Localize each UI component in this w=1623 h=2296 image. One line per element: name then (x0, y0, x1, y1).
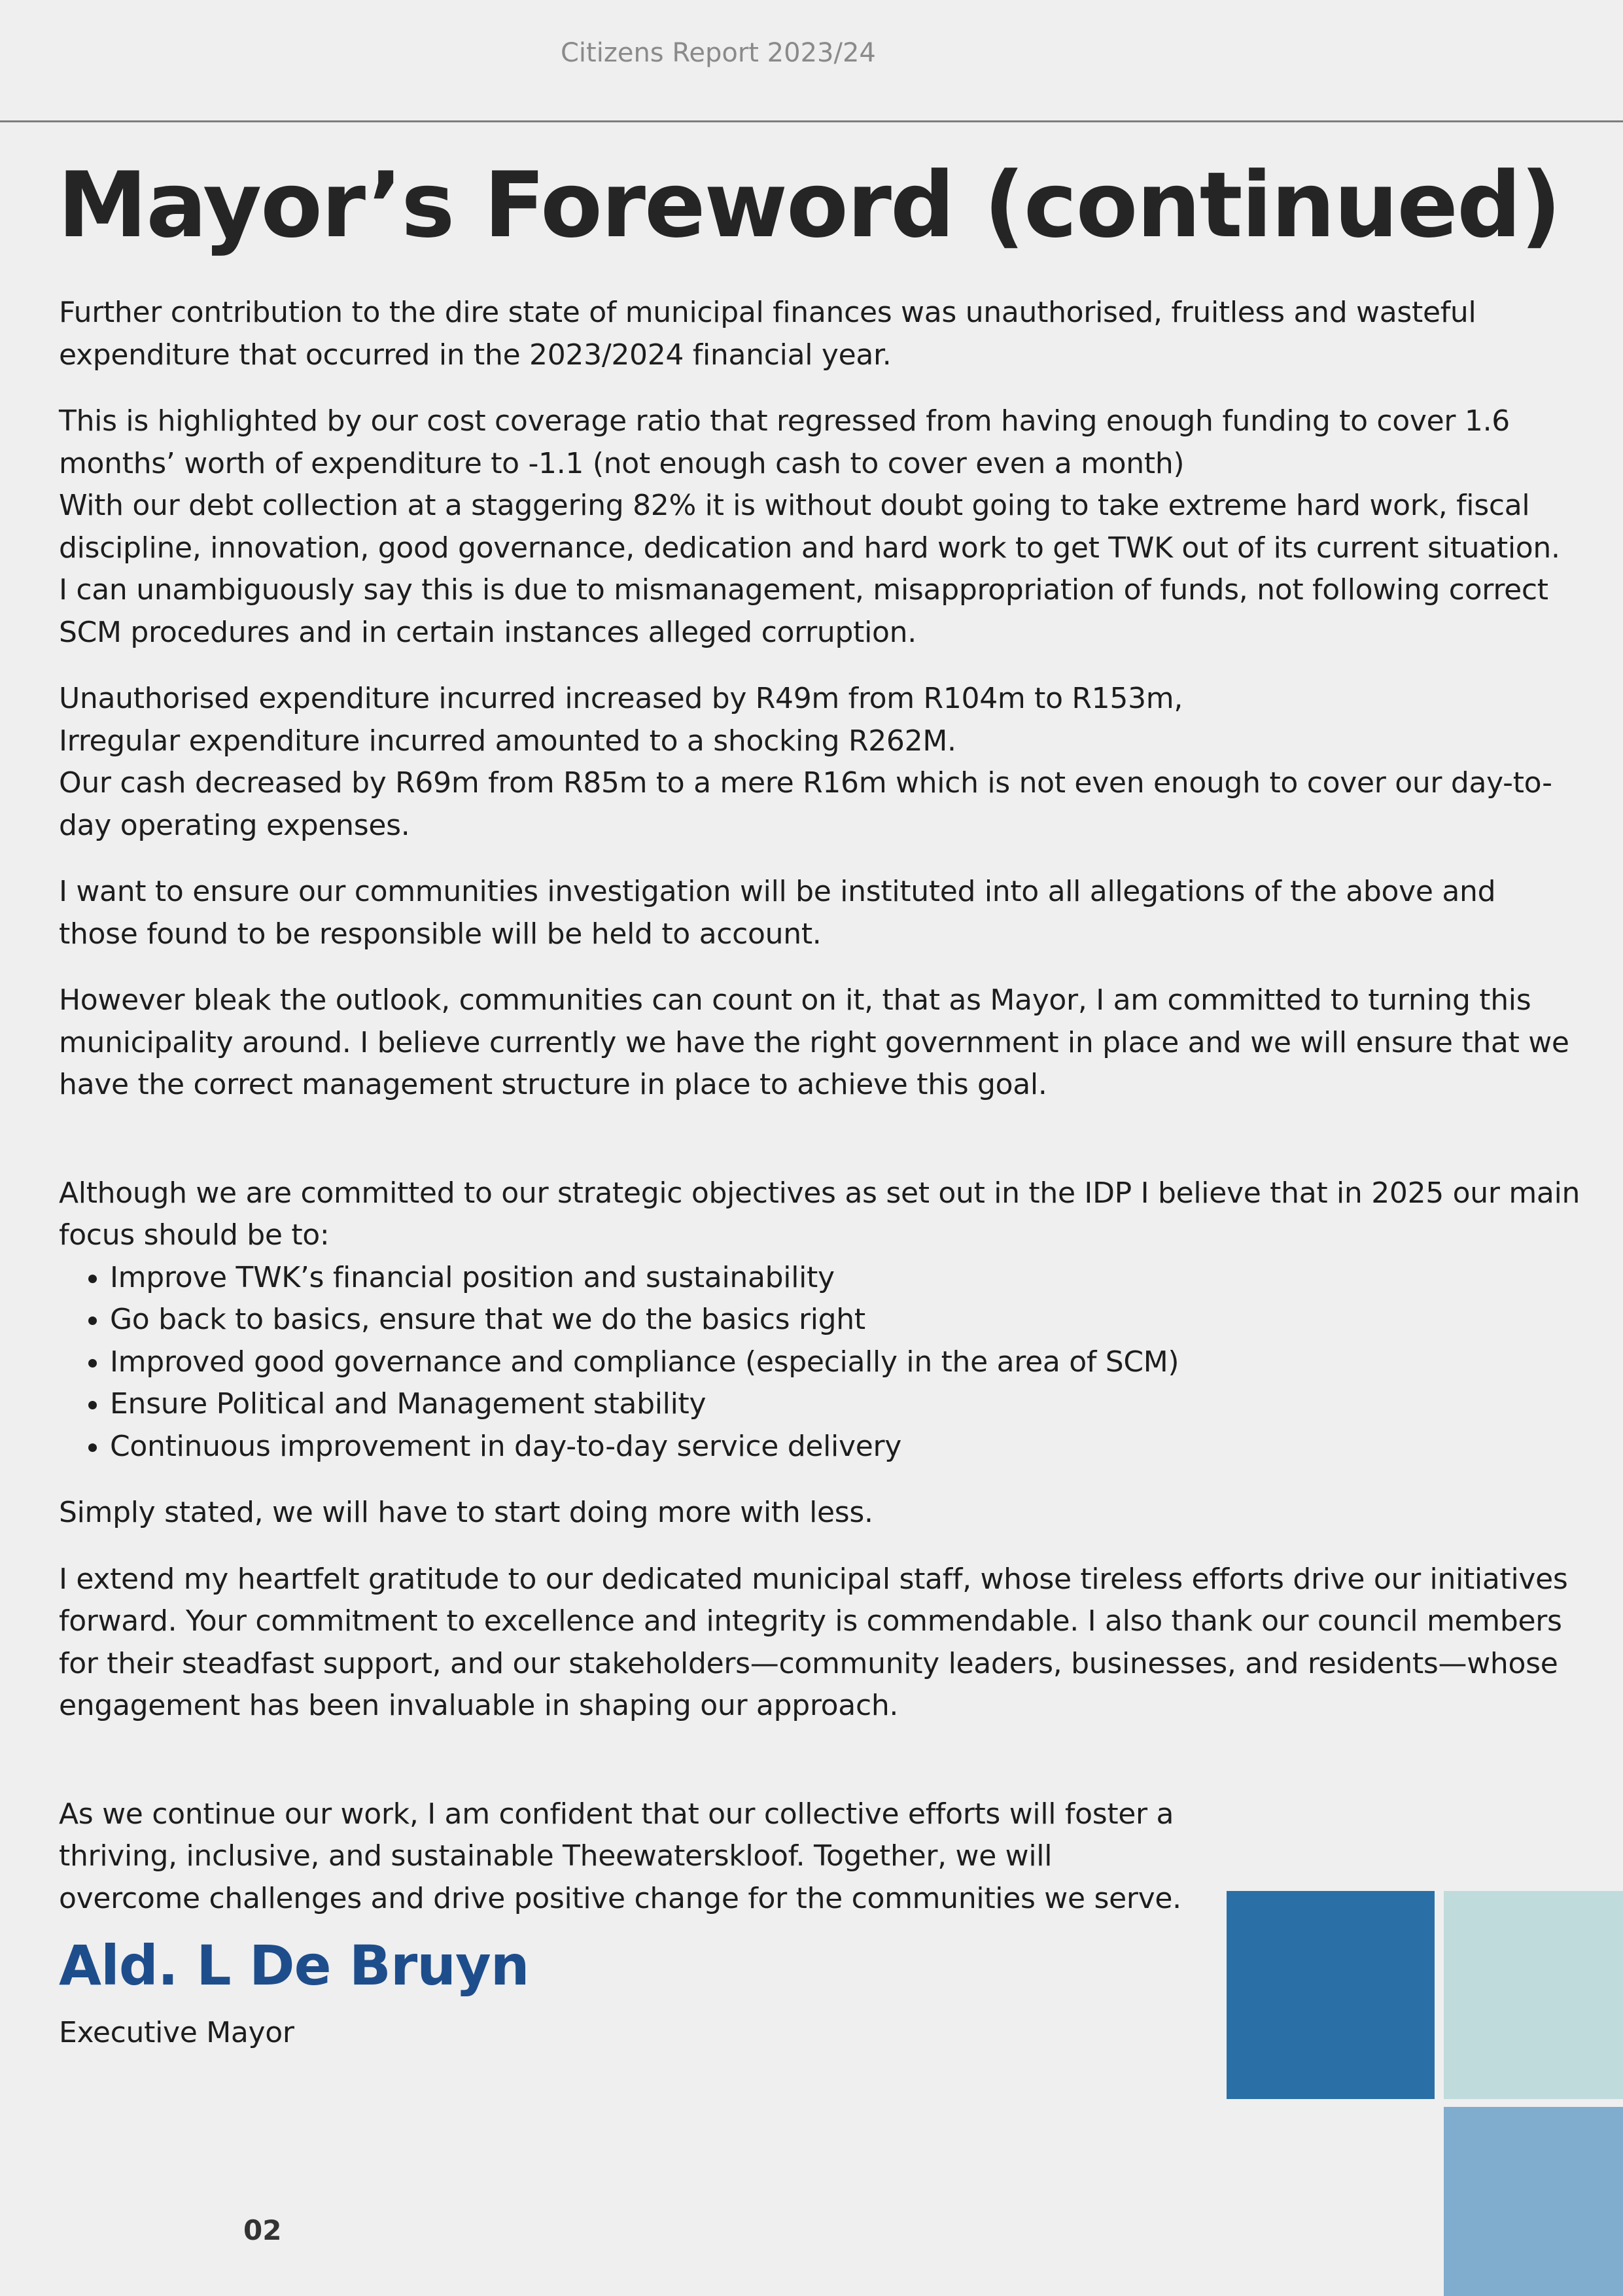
page-title: Mayor’s Foreword (continued) (58, 152, 1560, 258)
paragraph-gratitude: I extend my heartfelt gratitude to our dedicated municipal staff, whose tireless efforts drive our initiatives forward. Your commitment to excellence and integrity is commendable. I also thank our council members for their steadfast support, and our stakeholders—community leaders, businesses, and residents—whose engagement has been invaluable in shaping our approach. (59, 1562, 1568, 1722)
foreword-body (59, 292, 1583, 2078)
focus-list-item: • Improve TWK’s financial position and sustainability (110, 1257, 1583, 1299)
paragraph-mismanagement: I can unambiguously say this is due to mismanagement, misappropriation of funds, not following correct SCM procedures and in certain instances alleged corruption. (59, 573, 1548, 649)
signature-name: Ald. L De Bruyn (59, 1934, 529, 1998)
focus-list (59, 1257, 1583, 1468)
paragraph-cash-decrease: Our cash decreased by R69m from R85m to a mere R16m which is not even enough to cover our day-to-day operating expenses. (59, 766, 1552, 842)
focus-list-item: • Continuous improvement in day-to-day service delivery (110, 1426, 1583, 1468)
page-number: 02 (243, 2214, 282, 2246)
paragraph-unauthorised-expenditure: Further contribution to the dire state of municipal finances was unauthorised, fruitless and wasteful expenditure that occurred in the 2023/2024 financial year. (59, 296, 1476, 372)
signature-role: Executive Mayor (59, 2015, 294, 2049)
paragraph-investigation: I want to ensure our communities investigation will be instituted into all allegations of the above and those found to be responsible will be held to account. (59, 875, 1496, 951)
decorative-square-sky-blue (1444, 2107, 1623, 2296)
paragraph-closing: As we continue our work, I am confident that our collective efforts will foster a thriving, inclusive, and sustainable Theewaterskloof. Together, we will overcome challenges and drive positive change for the communities we serve. (59, 1797, 1181, 1915)
focus-list-item: • Improved good governance and compliance (especially in the area of SCM) (110, 1341, 1583, 1384)
paragraph-focus-intro: Although we are committed to our strategic objectives as set out in the IDP I believe that in 2025 our main focus should be to: (59, 1176, 1580, 1252)
report-header-title: Citizens Report 2023/24 (561, 38, 876, 68)
paragraph-irregular-expenditure: Irregular expenditure incurred amounted to a shocking R262M. (59, 724, 956, 758)
paragraph-commitment: However bleak the outlook, communities can count on it, that as Mayor, I am committed to turning this municipality around. I believe currently we have the right government in place and we will ensure that we have the correct management structure in place to achieve this goal. (59, 983, 1569, 1101)
decorative-square-mint (1444, 1891, 1623, 2099)
paragraph-cost-coverage: This is highlighted by our cost coverage ratio that regressed from having enough funding to cover 1.6 months’ worth of expenditure to -1.1 (not enough cash to cover even a month) (59, 404, 1510, 480)
paragraph-debt-collection: With our debt collection at a staggering 82% it is without doubt going to take extreme hard work, fiscal discipline, innovation, good governance, dedication and hard work to get TWK out of its current situation. (59, 489, 1560, 565)
focus-list-item: • Ensure Political and Management stability (110, 1383, 1583, 1426)
paragraph-unauthorised-increase: Unauthorised expenditure incurred increased by R49m from R104m to R153m, (59, 682, 1183, 715)
decorative-square-dark-blue (1227, 1891, 1435, 2099)
focus-list-item: • Go back to basics, ensure that we do the basics right (110, 1299, 1583, 1341)
paragraph-doing-more: Simply stated, we will have to start doing more with less. (59, 1496, 873, 1529)
header-divider (0, 120, 1623, 122)
